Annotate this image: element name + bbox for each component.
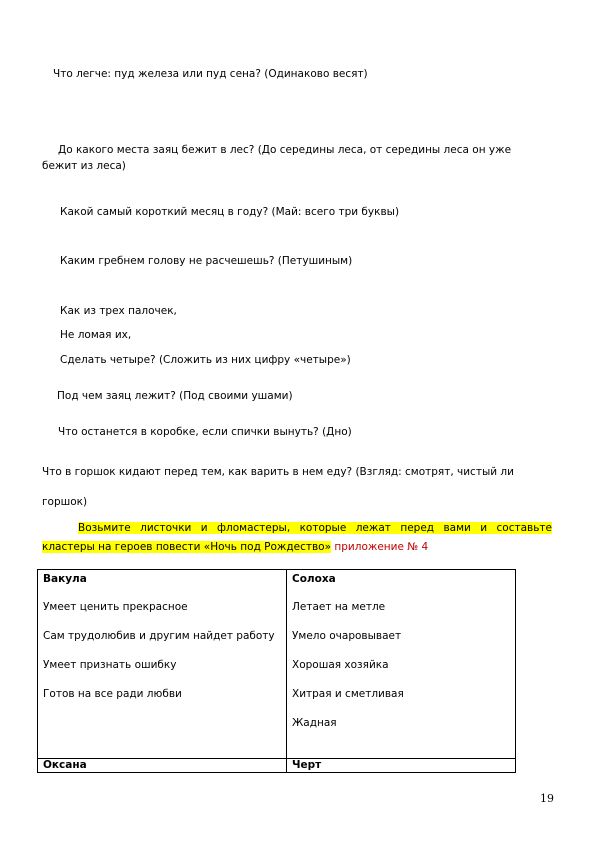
riddle-6: Под чем заяц лежит? (Под своими ушами) (57, 390, 293, 402)
riddle-4: Каким гребнем голову не расчешешь? (Петушиным) (60, 255, 353, 267)
riddle-8: Что в горшок кидают перед тем, как варить в нем еду? (Взгляд: смотрят, чистый ли горшок) (42, 466, 514, 508)
cluster-item: Умело очаровывает (292, 630, 402, 642)
page-number: 19 (540, 792, 554, 805)
riddle-5-line-1: Как из трех палочек, (60, 305, 177, 317)
cluster-item: Готов на все ради любви (43, 688, 182, 700)
task-instruction (42, 519, 552, 557)
riddle-2: До какого места заяц бежит в лес? (До середины леса, от середины леса он уже бежит из леса) (42, 144, 512, 172)
table-row (38, 570, 516, 759)
riddle-7: Что останется в коробке, если спички вынуть? (Дно) (58, 426, 352, 438)
riddle-1: Что легче: пуд железа или пуд сена? (Одинаково весят) (53, 68, 368, 80)
table-row (38, 759, 516, 773)
cluster-cell-chert (287, 759, 516, 773)
cluster-item: Жадная (292, 717, 337, 729)
cluster-item: Сам трудолюбив и другим найдет работу (43, 630, 275, 642)
cluster-title-vakula: Вакула (43, 573, 87, 585)
cluster-item: Хорошая хозяйка (292, 659, 389, 671)
cluster-cell-solokha (287, 570, 516, 759)
task-line-2: кластеры на героев повести «Ночь под Рождество» (42, 541, 332, 553)
cluster-title-solokha: Солоха (292, 573, 336, 585)
cluster-item: Умеет признать ошибку (43, 659, 177, 671)
cluster-title-oksana: Оксана (43, 759, 87, 771)
cluster-cell-vakula (38, 570, 287, 759)
riddle-3: Какой самый короткий месяц в году? (Май: всего три буквы) (60, 206, 400, 218)
cluster-item: Хитрая и сметливая (292, 688, 404, 700)
task-line-1: Возьмите листочки и фломастеры, которые лежат перед вами и составьте (78, 522, 552, 534)
clusters-table (37, 569, 516, 773)
cluster-item: Летает на метле (292, 601, 386, 613)
riddle-5-line-3: Сделать четыре? (Сложить из них цифру «четыре») (60, 354, 351, 366)
cluster-title-chert: Черт (292, 759, 322, 771)
appendix-reference: приложение № 4 (334, 541, 429, 553)
riddle-5-line-2: Не ломая их, (60, 329, 132, 341)
cluster-item: Умеет ценить прекрасное (43, 601, 188, 613)
cluster-cell-oksana (38, 759, 287, 773)
